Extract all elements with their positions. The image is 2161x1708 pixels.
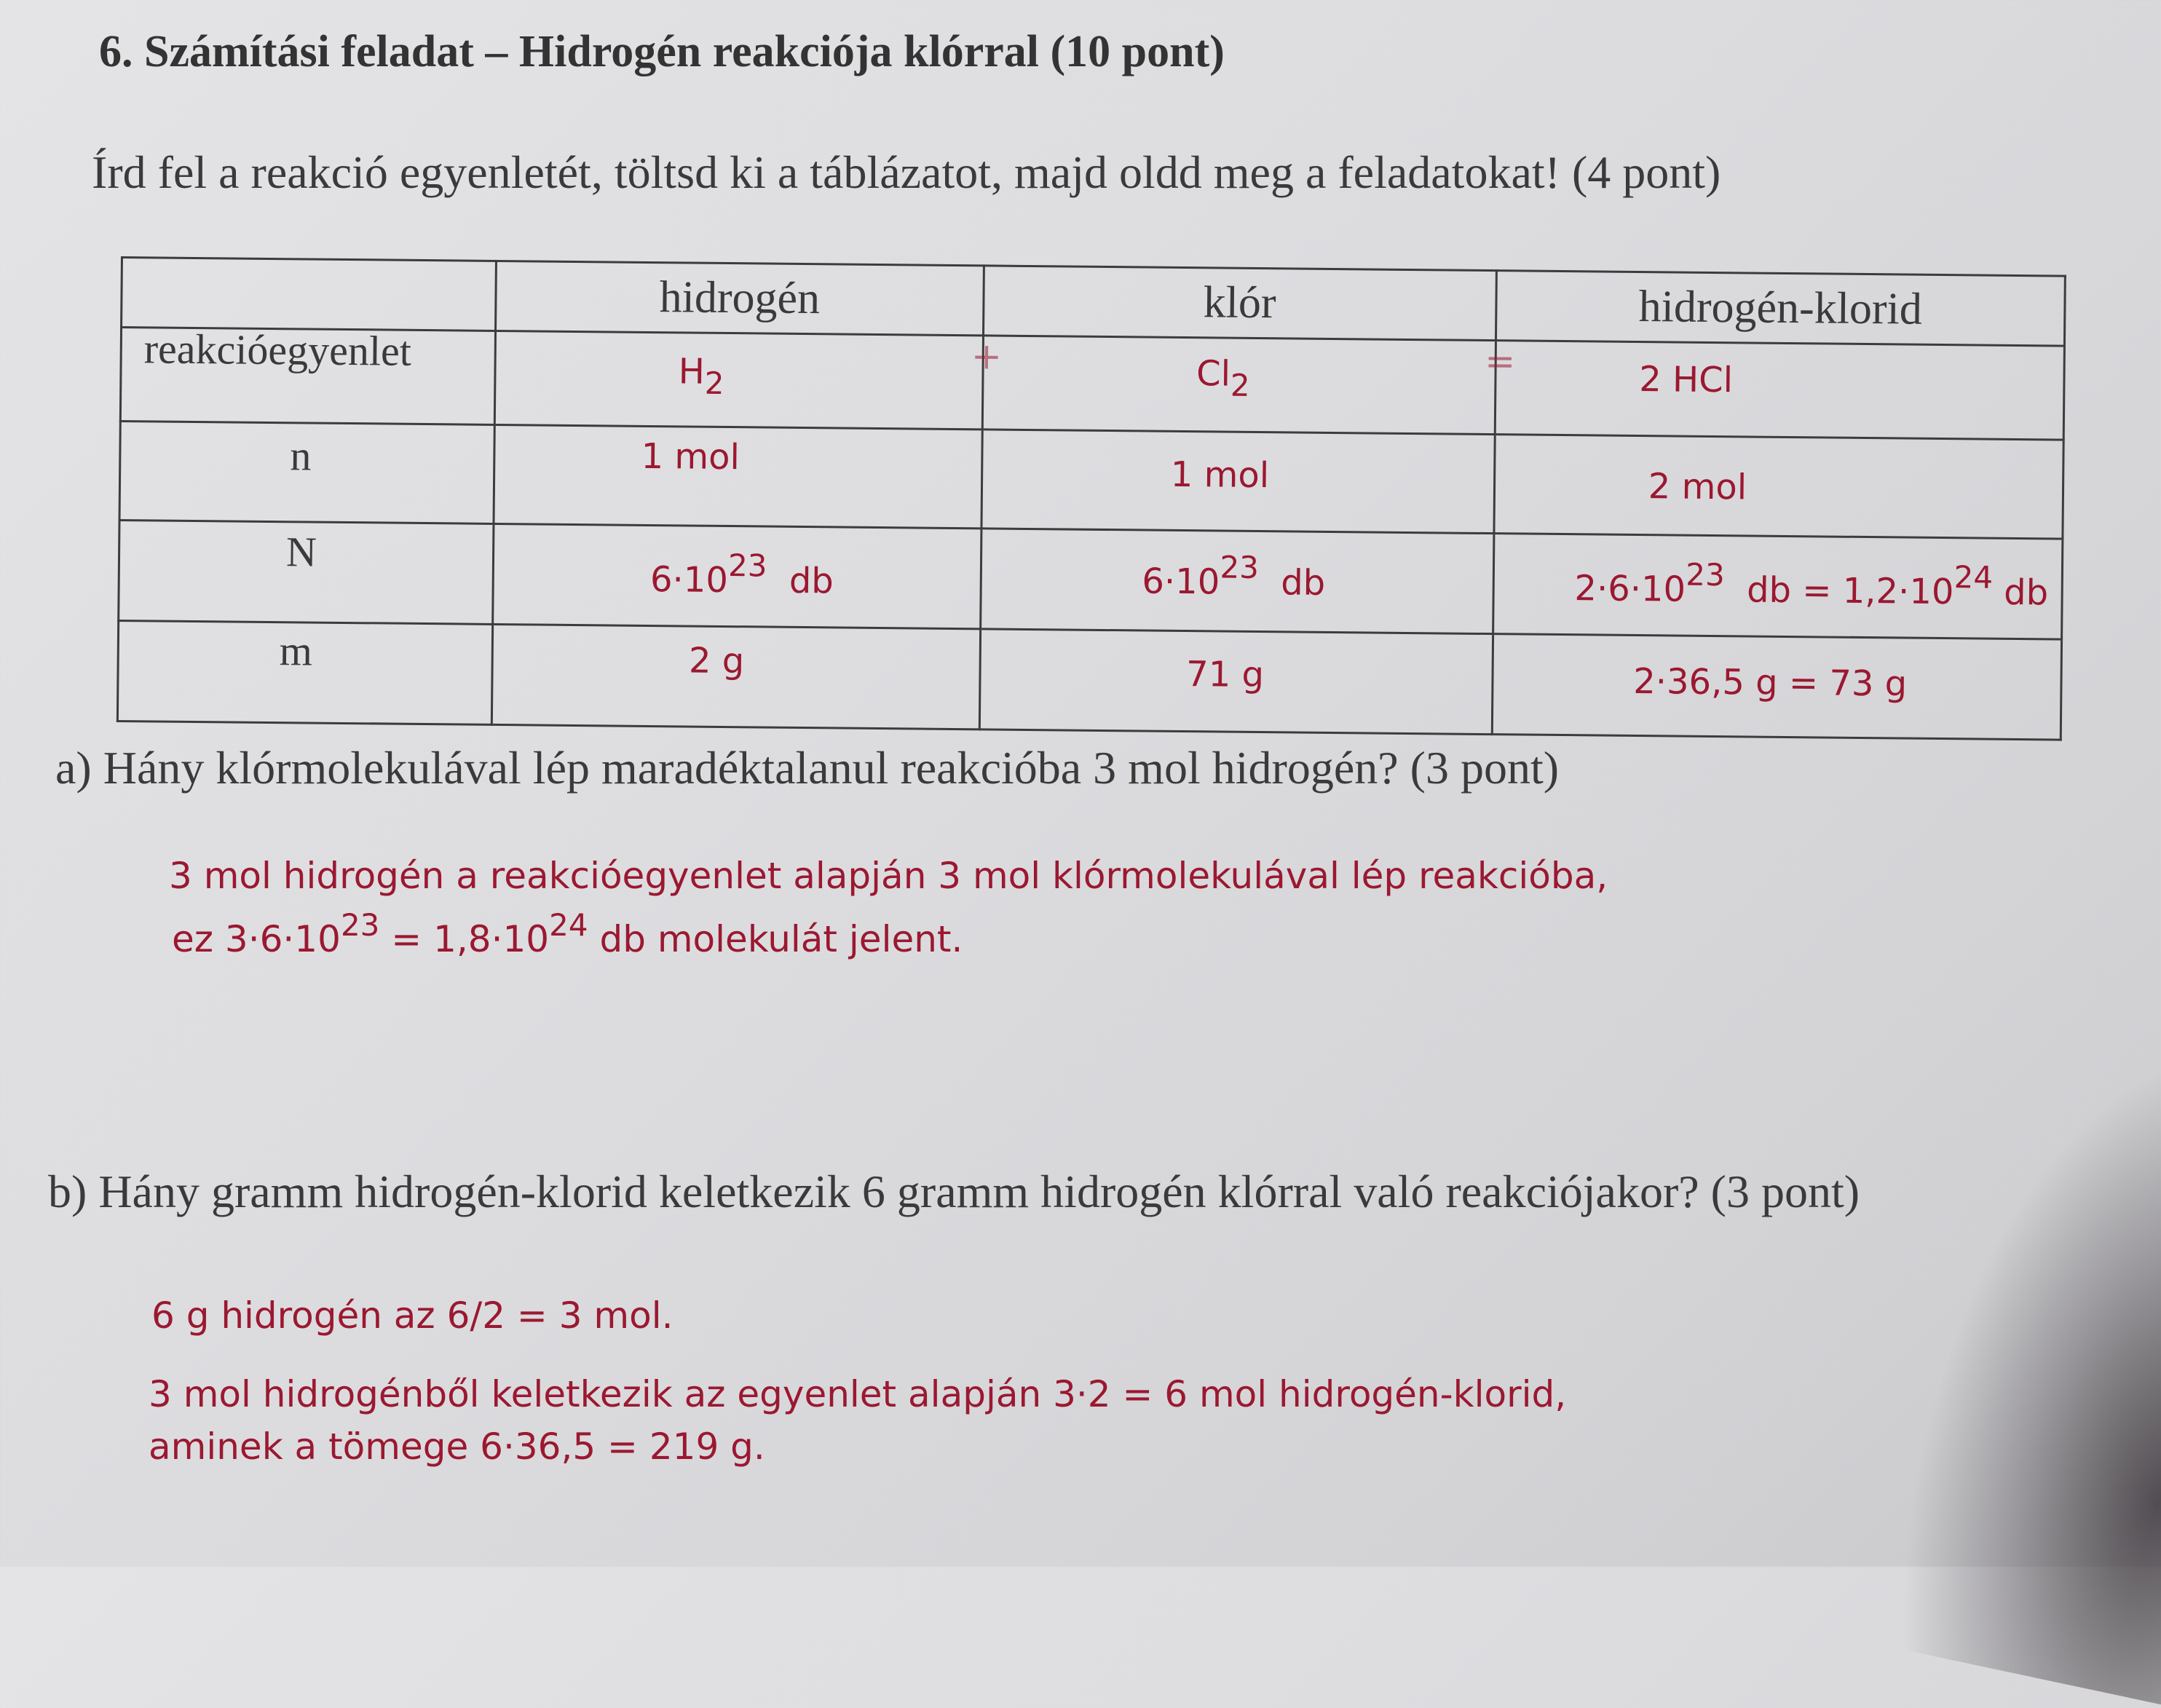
header-hydrogen: hidrogén <box>496 261 984 336</box>
answer-b-line-1: 6 g hidrogén az 6/2 = 3 mol. <box>151 1294 673 1337</box>
table-corner-cell <box>122 258 497 331</box>
cell-m-hydrogen <box>492 624 981 729</box>
m-hydrogen-value: 2 g <box>688 640 745 682</box>
row-label-n <box>119 422 495 524</box>
cell-m-chlorine <box>979 629 1493 735</box>
row-n <box>119 422 2063 539</box>
header-chlorine: klór <box>983 266 1496 341</box>
formula-hcl: 2 HCl <box>1638 359 1734 401</box>
header-hydrogen-chloride: hidrogén-klorid <box>1496 271 2065 347</box>
cell-eq-hcl <box>1495 341 2064 440</box>
cell-N-chlorine <box>980 529 1493 634</box>
cell-n-hcl <box>1494 435 2064 539</box>
N-hydrogen-value: $6\cdot 10^{23}$ db <box>649 547 834 602</box>
question-a: a) Hány klórmolekulával lép maradéktalanul reakcióba 3 mol hidrogén? (3 pont) <box>55 742 1560 794</box>
equals-sign: = <box>1485 340 1516 383</box>
answer-b-line-3: aminek a tömege 6·36,5 = 219 g. <box>149 1426 765 1468</box>
n-hcl-value: 2 mol <box>1648 466 1747 508</box>
exercise-instruction: Írd fel a reakció egyenletét, töltsd ki a táblázatot, majd oldd meg a feladatokat! (4 pont) <box>92 146 1721 198</box>
n-chlorine-value: 1 mol <box>1170 454 1270 497</box>
row-equation <box>120 328 2064 440</box>
photo-shadow <box>1878 1003 2161 1708</box>
exercise-heading: 6. Számítási feladat – Hidrogén reakciója klórral (10 pont) <box>99 27 1225 76</box>
row-label-equation <box>120 325 495 425</box>
plus-sign: + <box>971 335 1003 378</box>
cell-eq-hydrogen <box>495 331 1003 430</box>
answer-b-line-2: 3 mol hidrogénből keletkezik az egyenlet alapján 3·2 = 6 mol hidrogén-klorid, <box>149 1373 1567 1415</box>
m-chlorine-value: 71 g <box>1185 654 1265 696</box>
row-label-m <box>117 621 493 725</box>
m-hcl-value: 2·36,5 g = 73 g <box>1632 661 1908 705</box>
row-label-N <box>119 521 494 625</box>
n-hydrogen-value: 1 mol <box>641 436 740 478</box>
cell-n-chlorine <box>981 430 1495 533</box>
row-m <box>117 621 2061 740</box>
N-chlorine-value: $6\cdot 10^{23}$ db <box>1142 549 1326 604</box>
formula-cl2: $Cl_2$ <box>1196 353 1250 404</box>
label-text: m <box>279 627 313 675</box>
N-hcl-value: $2\cdot 6\cdot 10^{23}$ db = $1,2\cdot 10^{24}$ db <box>1574 556 2049 614</box>
row-N <box>119 521 2063 640</box>
answer-a-line-1: 3 mol hidrogén a reakcióegyenlet alapján 3 mol klórmolekulával lép reakcióba, <box>169 855 1608 897</box>
label-text: reakcióegyenlet <box>143 325 412 376</box>
cell-n-hydrogen <box>494 425 982 529</box>
answer-a-line-2: ez $3\cdot 6\cdot 10^{23} = 1,8\cdot 10^{24}$ db molekulát jelent. <box>172 907 963 960</box>
label-text: N <box>285 528 317 576</box>
reaction-table <box>116 256 2066 741</box>
formula-h2: $H_2$ <box>678 351 724 402</box>
cell-m-hcl <box>1492 634 2062 740</box>
cell-N-hydrogen <box>493 524 981 629</box>
label-text: n <box>290 432 312 480</box>
cell-N-hcl <box>1493 534 2063 639</box>
question-b: b) Hány gramm hidrogén-klorid keletkezik 6 gramm hidrogén klórral való reakciójakor? (3 pont) <box>48 1166 1860 1217</box>
cell-eq-chlorine <box>982 336 1516 435</box>
